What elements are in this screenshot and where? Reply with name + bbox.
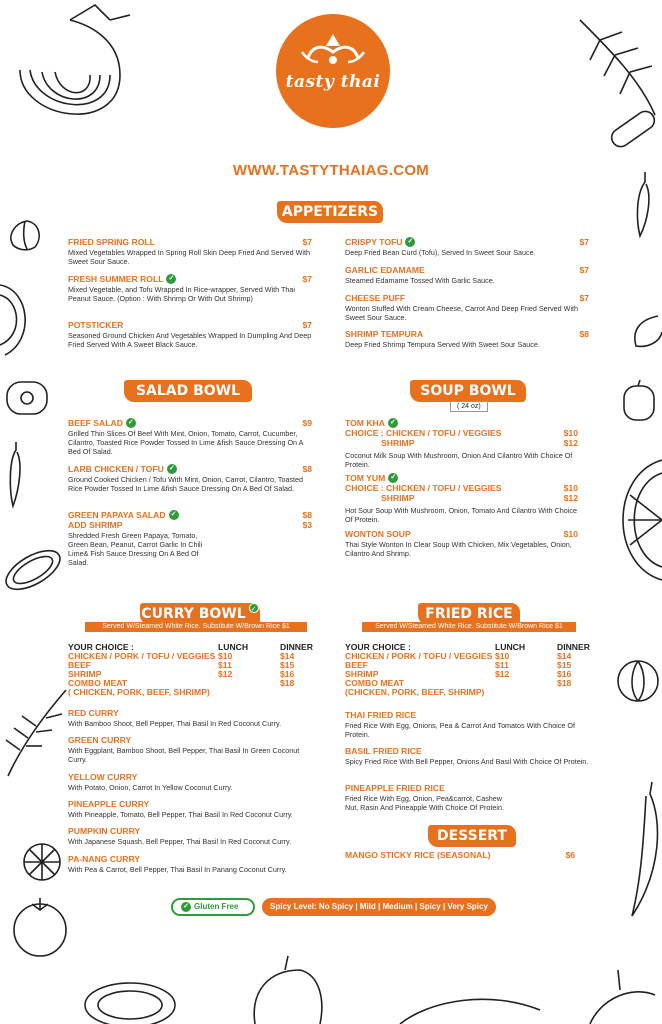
choice-row: SHRIMP $12 $16 [68,669,295,679]
gluten-free-icon: ✓ [126,418,136,428]
bottom-vegetables-sketch [70,950,662,1024]
menu-item [345,265,589,285]
choice-label: YOUR CHOICE : [345,642,411,652]
menu-item [345,529,578,558]
menu-item [345,746,590,766]
menu-item [68,708,318,728]
lunch-header: LUNCH [495,642,526,652]
chili-right-sketch [630,170,660,240]
item-description: Grilled Thin Slices Of Beef With Mint, Onion, Tomato, Carrot, Cucumber, Cilantro, Toasted Rice Powder Tossed In Lime &fish Sauce Dressing On A Bed Of Salad. [68,429,304,456]
fried-rice-choice-table [345,643,595,697]
item-description: Fried Rice With Egg, Onions, Pea & Carrot And Tomatos With Choice Of Protein. [345,721,575,739]
item-price: $7 [579,265,589,275]
fried-rice-banner: FRIED RICE [418,603,520,625]
menu-item [68,772,318,792]
gluten-free-icon: ✓ [166,274,176,284]
onion-right-sketch [612,655,660,705]
menu-item [345,237,589,257]
gluten-free-icon: ✓ [169,510,179,520]
choice-row: BEEF $11 $15 [345,660,572,670]
item-name: POTSTICKER [68,320,124,330]
curry-rice-note: Served W/Steamed White Rice. Substitute W/Brown Rice $1 [85,622,307,632]
menu-item [345,850,575,860]
item-price: $7 [579,237,589,247]
item-addon: ADD SHRIMP [68,520,123,530]
menu-item [68,237,312,266]
dinner-header: DINNER [557,642,590,652]
item-description: Mixed Vegetables Wrapped In Spring Roll Skin Deep Fried And Served With Sweet Sour Sauce. [68,248,310,266]
cucumber-sketch [605,100,660,160]
item-name: FRIED SPRING ROLL [68,237,155,247]
herb-sprig-sketch [0,680,70,780]
menu-item [68,510,312,567]
lunch-header: LUNCH [218,642,249,652]
item-description: Deep Fried Bean Curd (Tofu), Served In Sweet Sour Sauce. [345,248,536,257]
item-price: $7 [302,237,312,247]
item-addon-price: $3 [302,520,312,530]
choice-row: COMBO MEAT $18 [345,678,572,688]
item-name: LARB CHICKEN / TOFU [68,464,164,474]
item-price: $10 [563,428,578,438]
item-name: BASIL FRIED RICE [345,746,422,756]
cucumber-slice-sketch [0,540,70,600]
onion-sketch [0,0,140,150]
curry-choice-table [68,643,318,697]
item-name: PINEAPPLE FRIED RICE [345,783,445,793]
menu-item [68,320,312,349]
item-description: Fried Rice With Egg, Onion, Pea&carrot, Cashew Nut, Rasin And Pineapple With Choice Of Protein. [345,794,505,812]
menu-item [68,735,318,764]
menu-item [345,710,590,739]
soup-bowl-banner: SOUP BOWL [410,380,526,402]
gluten-free-icon: ✓ [181,902,191,912]
item-name: YELLOW CURRY [68,772,138,782]
combo-note: (CHICKEN, PORK, BEEF, SHRIMP) [345,687,485,697]
item-description: With Japanese Squash, Bell Pepper, Thai Basil In Red Coconut Curry. [68,837,292,846]
item-name: PA-NANG CURRY [68,854,141,864]
item-name: WONTON SOUP [345,529,411,539]
item-name: GREEN PAPAYA SALAD [68,510,166,520]
item-name: PINEAPPLE CURRY [68,799,150,809]
item-name: GARLIC EDAMAME [345,265,425,275]
item-description: Steamed Edamame Tossed With Garlic Sauce. [345,276,495,285]
item-name: CRISPY TOFU [345,237,403,247]
logo [276,14,390,128]
item-price: $10 [563,529,578,539]
item-choice: CHOICE : CHICKEN / TOFU / VEGGIES [345,428,502,438]
garlic-sketch [5,215,45,255]
choice-row: COMBO MEAT $18 [68,678,295,688]
gluten-free-icon: ✓ [388,418,398,428]
item-description: Hot Sour Soup With Mushroom, Onion, Tomato And Cilantro With Choice Of Protein. [345,506,577,524]
logo-text: tasty thai [285,72,381,92]
appetizers-banner: APPETIZERS [277,201,383,223]
item-name: GREEN CURRY [68,735,132,745]
item-price: $8 [302,464,312,474]
item-description: Seasoned Ground Chicken And Vegetables Wrapped In Dumpling And Deep Fried Served With A Sweet Black Sauce. [68,331,312,349]
lemon-slice-sketch [20,840,65,885]
chili-sketch [5,440,27,510]
item-name: FRESH SUMMER ROLL [68,274,164,284]
item-name: SHRIMP TEMPURA [345,329,424,339]
menu-item [68,826,318,846]
item-description: Deep Fried Shrimp Tempura Served With Sweet Sour Sauce. [345,340,540,349]
item-description: Thai Style Wonton In Clear Soup With Chicken, Mix Vegetables, Onion, Cilantro And Shrimp. [345,540,572,558]
choice-row: SHRIMP $12 $16 [345,669,572,679]
choice-row: BEEF $11 $15 [68,660,295,670]
item-description: Coconut Milk Soup With Mushroom, Onion And Cilantro With Choice Of Protein. [345,451,573,469]
gluten-free-icon: ✓ [388,473,398,483]
dessert-banner: DESSERT [428,825,516,847]
combo-note: ( CHICKEN, PORK, BEEF, SHRIMP) [68,687,210,697]
item-name: RED CURRY [68,708,119,718]
menu-item [68,418,312,456]
website-link[interactable]: WWW.TASTYTHAIAG.COM [232,162,430,179]
item-description: Wonton Stuffed With Cream Cheese, Carrot And Deep Fried Served With Sweet Sour Sauce. [345,304,579,322]
item-name: THAI FRIED RICE [345,710,417,720]
item-price: $9 [302,418,312,428]
item-price: $10 [563,483,578,493]
tomato-slice-sketch [5,378,50,418]
choice-row: CHICKEN / PORK / TOFU / VEGGIES $10 $14 [345,651,572,661]
item-price: $8 [302,510,312,520]
menu-item [345,329,589,349]
item-description: With Pea & Carrot, Bell Pepper, Thai Basil In Panang Coconut Curry. [68,865,287,874]
menu-item [68,854,318,874]
item-description: With Pineapple, Tomato, Bell Pepper, Thai Basil In Red Coconut Curry. [68,810,293,819]
gluten-free-icon: ✓ [167,464,177,474]
item-description: Mixed Vegetable, and Tofu Wrapped In Rice-wrapper, Served With Thai Peanut Sauce. (Option : With Shrimp Or With Out Shrimp) [68,285,295,303]
item-choice-shrimp: SHRIMP [381,438,415,448]
item-name: TOM KHA [345,418,385,428]
curry-bowl-title: CURRY BOWL [141,606,246,622]
gluten-free-icon: ✓ [249,603,259,613]
item-name: CHEESE PUFF [345,293,406,303]
item-name: TOM YUM [345,473,386,483]
item-price: $8 [579,329,589,339]
salad-bowl-banner: SALAD BOWL [124,380,252,402]
item-price: $7 [579,293,589,303]
menu-item [68,464,312,493]
chili-bottom-right-sketch [622,780,662,920]
gluten-free-legend: ✓ Gluten Free [171,898,255,916]
menu-item [345,418,578,469]
item-description: Shredded Fresh Green Papaya, Tomato, Green Bean, Peanut, Carrot Garlic In Chili Lime& Fish Sauce Dressing On A Bed Of Salad. [68,531,203,567]
item-price-shrimp: $12 [563,493,578,503]
item-description: With Eggplant, Bamboo Shoot, Bell Pepper, Thai Basil In Green Coconut Curry. [68,746,300,764]
dinner-header: DINNER [280,642,313,652]
item-price-shrimp: $12 [563,438,578,448]
item-price: $7 [302,274,312,284]
item-name: MANGO STICKY RICE (SEASONAL) [345,850,491,860]
gluten-free-icon: ✓ [405,237,415,247]
menu-item [345,473,578,524]
item-name: BEEF SALAD [68,418,123,428]
menu-item [68,799,318,819]
fried-rice-rice-note: Served W/Steamed White Rice. Substitute W/Brown Rice $1 [362,622,576,632]
bell-pepper-sketch [620,380,660,425]
lime-sketch [0,280,40,360]
item-choice: CHOICE : CHICKEN / TOFU / VEGGIES [345,483,502,493]
orange-slice-sketch [620,455,662,585]
item-name: PUMPKIN CURRY [68,826,141,836]
item-description: Spicy Fried Rice With Bell Pepper, Onions And Basil With Choice Of Protein. [345,757,589,766]
spicy-level-legend: Spicy Level: No Spicy | Mild | Medium | Spicy | Very Spicy [262,898,496,916]
item-price: $7 [302,320,312,330]
menu-item [68,274,312,303]
item-description: Ground Cooked Chicken / Tofu With Mint, Onion, Carrot, Cilantro, Toasted Rice Powder Tossed In Lime &fish Sauce Dressing On A Bed Of Salad. [68,475,304,493]
choice-label: YOUR CHOICE : [68,642,134,652]
item-description: With Bamboo Shoot, Bell Pepper, Thai Basil In Red Coconut Curry. [68,719,282,728]
menu-item [345,293,589,322]
item-choice-shrimp: SHRIMP [381,493,415,503]
item-price: $6 [565,850,575,860]
item-description: With Potato, Onion, Carrot In Yellow Coconut Curry. [68,783,233,792]
thai-crown-icon [298,32,368,72]
tomato-sketch [10,890,70,960]
menu-item [345,783,590,812]
soup-size-note: ( 24 oz) [450,401,488,412]
garlic-right-sketch [628,312,662,352]
choice-row: CHICKEN / PORK / TOFU / VEGGIES $10 $14 [68,651,295,661]
